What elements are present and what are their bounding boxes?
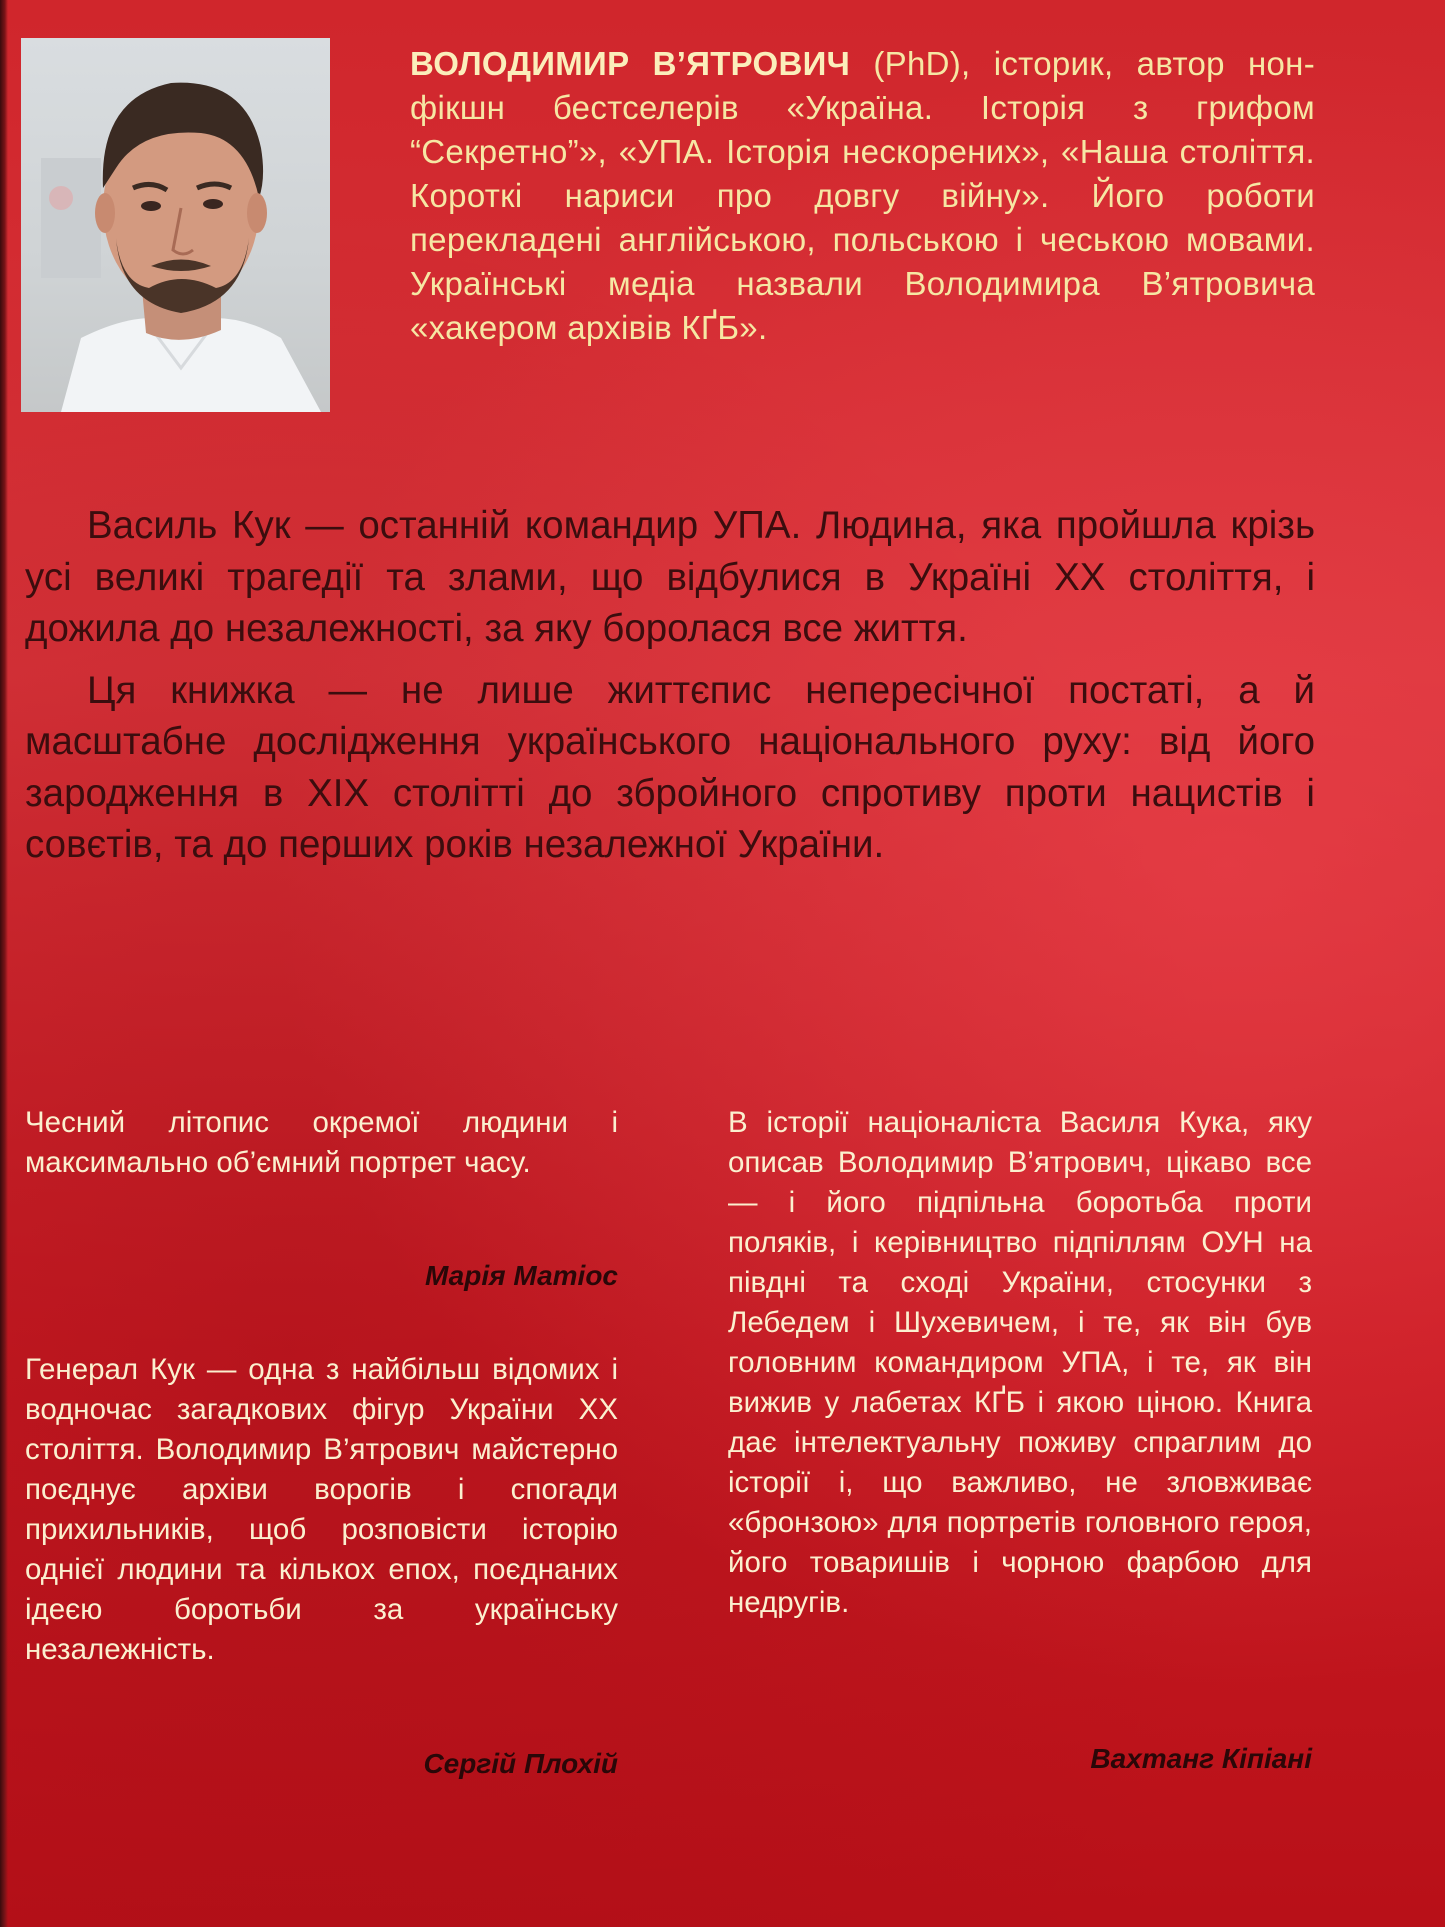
- review-quote-2: [25, 1350, 618, 1670]
- description-paragraph-2: Ця книжка — не лише життєпис непересічної постаті, а й масштабне дослідження українського національного руху: від його зародження в XIX столітті до збройного спротиву проти нацистів і совєтів, та до перших років незалежної України.: [25, 668, 1315, 866]
- book-description: [25, 500, 1315, 881]
- author-bio: [410, 42, 1315, 350]
- review-text: Чесний літопис окремої людини і максимально об’ємний портрет часу.: [25, 1106, 618, 1179]
- author-name: ВОЛОДИМИР В’ЯТРОВИЧ: [410, 45, 851, 82]
- author-bio-text: (PhD), історик, автор нон-фікшн бестселерів «Україна. Історія з грифом “Секретно”», «УПА. Історія нескорених», «Наша століття. Короткі нариси про довгу війну». Його роботи перекладені англійською, польською і чеською мовами. Українські медіа назвали Володимира В’ятровича «хакером архівів КҐБ».: [410, 45, 1315, 346]
- author-portrait-image: [21, 38, 330, 412]
- review-author-1: Марія Матіос: [425, 1260, 618, 1291]
- review-author-2: Сергій Плохій: [423, 1748, 618, 1779]
- review-text: В історії націоналіста Василя Кука, яку описав Володимир В’ятрович, цікаво все — і його підпільна боротьба проти поляків, і керівництво підпіллям ОУН на півдні та сході України, стосунки з Лебедем і Шухевичем, і те, як він був головним командиром УПА, і те, як він вижив у лабетах КҐБ і якою ціною. Книга дає інтелектуальну поживу спраглим до історії і, що важливо, не зловживає «бронзою» для портретів головного героя, його товаришів і чорною фарбою для недругів.: [728, 1106, 1312, 1619]
- review-text: Генерал Кук — одна з найбільш відомих і водночас загадкових фігур України XX століття. Володимир В’ятрович майстерно поєднує архіви ворогів і спогади прихильників, щоб розповісти історію однієї людини та кількох епох, поєднаних ідеєю боротьби за українську незалежність.: [25, 1353, 618, 1666]
- review-quote-3: [728, 1103, 1312, 1623]
- review-quote-1: [25, 1103, 618, 1183]
- book-spine-edge: [0, 0, 8, 1927]
- review-author-3: Вахтанг Кіпіані: [1090, 1743, 1312, 1774]
- description-paragraph-1: Василь Кук — останній командир УПА. Людина, яка пройшла крізь усі великі трагедії та злами, що відбулися в Україні XX століття, і дожила до незалежності, за яку боролася все життя.: [25, 504, 1315, 650]
- author-photo: [21, 38, 330, 412]
